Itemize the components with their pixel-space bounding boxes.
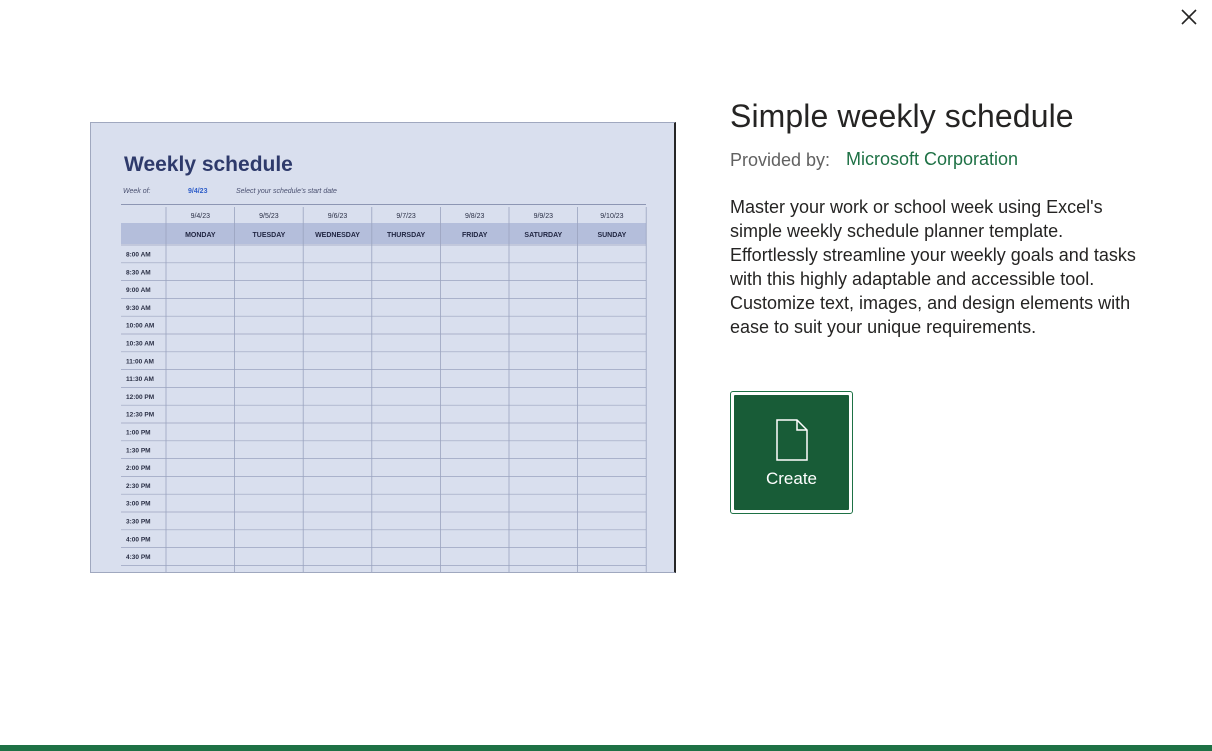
preview-time-label: 12:30 PM bbox=[126, 411, 155, 419]
preview-date-label: 9/8/23 bbox=[464, 213, 485, 220]
preview-day-label: THURSDAY bbox=[386, 232, 426, 239]
close-icon bbox=[1180, 8, 1198, 26]
preview-date-label: 9/9/23 bbox=[533, 213, 554, 220]
preview-time-label: 2:30 PM bbox=[126, 482, 151, 490]
template-preview-image bbox=[90, 122, 676, 573]
preview-day-label: MONDAY bbox=[185, 232, 216, 239]
preview-time-label: 11:00 AM bbox=[126, 358, 154, 366]
preview-day-label: WEDNESDAY bbox=[315, 232, 360, 239]
preview-time-label: 1:30 PM bbox=[126, 447, 151, 455]
preview-time-label: 2:00 PM bbox=[126, 465, 151, 473]
preview-title: Weekly schedule bbox=[124, 153, 293, 176]
preview-week-of-label: Week of: bbox=[123, 188, 151, 195]
provided-by-label: Provided by: bbox=[730, 150, 831, 170]
preview-hint: Select your schedule's start date bbox=[236, 188, 337, 195]
preview-time-label: 4:00 PM bbox=[126, 536, 151, 544]
preview-time-label: 4:30 PM bbox=[126, 554, 151, 562]
preview-time-label: 8:30 AM bbox=[126, 269, 151, 277]
preview-time-label: 10:30 AM bbox=[126, 340, 155, 348]
template-description: Master your work or school week using Excel's simple weekly schedule planner template. Effortlessly streamline your weekly goals and tasks with this highly adaptable and accessible tool. Customize text, images, and design elements with ease to suit your unique requirements. bbox=[730, 197, 1136, 337]
create-button[interactable] bbox=[730, 391, 853, 514]
template-title: Simple weekly schedule bbox=[730, 98, 1074, 134]
preview-time-label: 1:00 PM bbox=[126, 429, 151, 437]
preview-time-label: 10:00 AM bbox=[126, 322, 155, 330]
preview-date-label: 9/6/23 bbox=[327, 213, 348, 220]
preview-time-label: 12:00 PM bbox=[126, 393, 155, 401]
create-label: Create bbox=[765, 469, 818, 488]
preview-date-label: 9/4/23 bbox=[190, 213, 211, 220]
close-button[interactable] bbox=[1176, 4, 1202, 30]
provider-link[interactable]: Microsoft Corporation bbox=[846, 149, 1019, 169]
create-button-face[interactable] bbox=[734, 395, 849, 510]
preview-day-label: TUESDAY bbox=[252, 232, 286, 239]
preview-week-of-value: 9/4/23 bbox=[188, 188, 208, 195]
preview-day-label: SUNDAY bbox=[597, 232, 627, 239]
bottom-accent-bar bbox=[0, 745, 1212, 751]
new-document-icon bbox=[775, 419, 809, 461]
preview-time-label: 9:00 AM bbox=[126, 287, 151, 295]
preview-date-label: 9/10/23 bbox=[600, 213, 624, 220]
preview-time-label: 11:30 AM bbox=[126, 376, 154, 384]
preview-day-label: FRIDAY bbox=[461, 232, 488, 239]
preview-time-label: 3:30 PM bbox=[126, 518, 151, 526]
preview-date-label: 9/7/23 bbox=[396, 213, 416, 220]
preview-schedule-grid bbox=[91, 123, 676, 573]
preview-time-label: 8:00 AM bbox=[126, 251, 151, 259]
preview-time-label: 3:00 PM bbox=[126, 500, 151, 508]
preview-date-label: 9/5/23 bbox=[259, 213, 279, 220]
preview-day-label: SATURDAY bbox=[524, 232, 563, 239]
preview-time-label: 9:30 AM bbox=[126, 304, 151, 312]
